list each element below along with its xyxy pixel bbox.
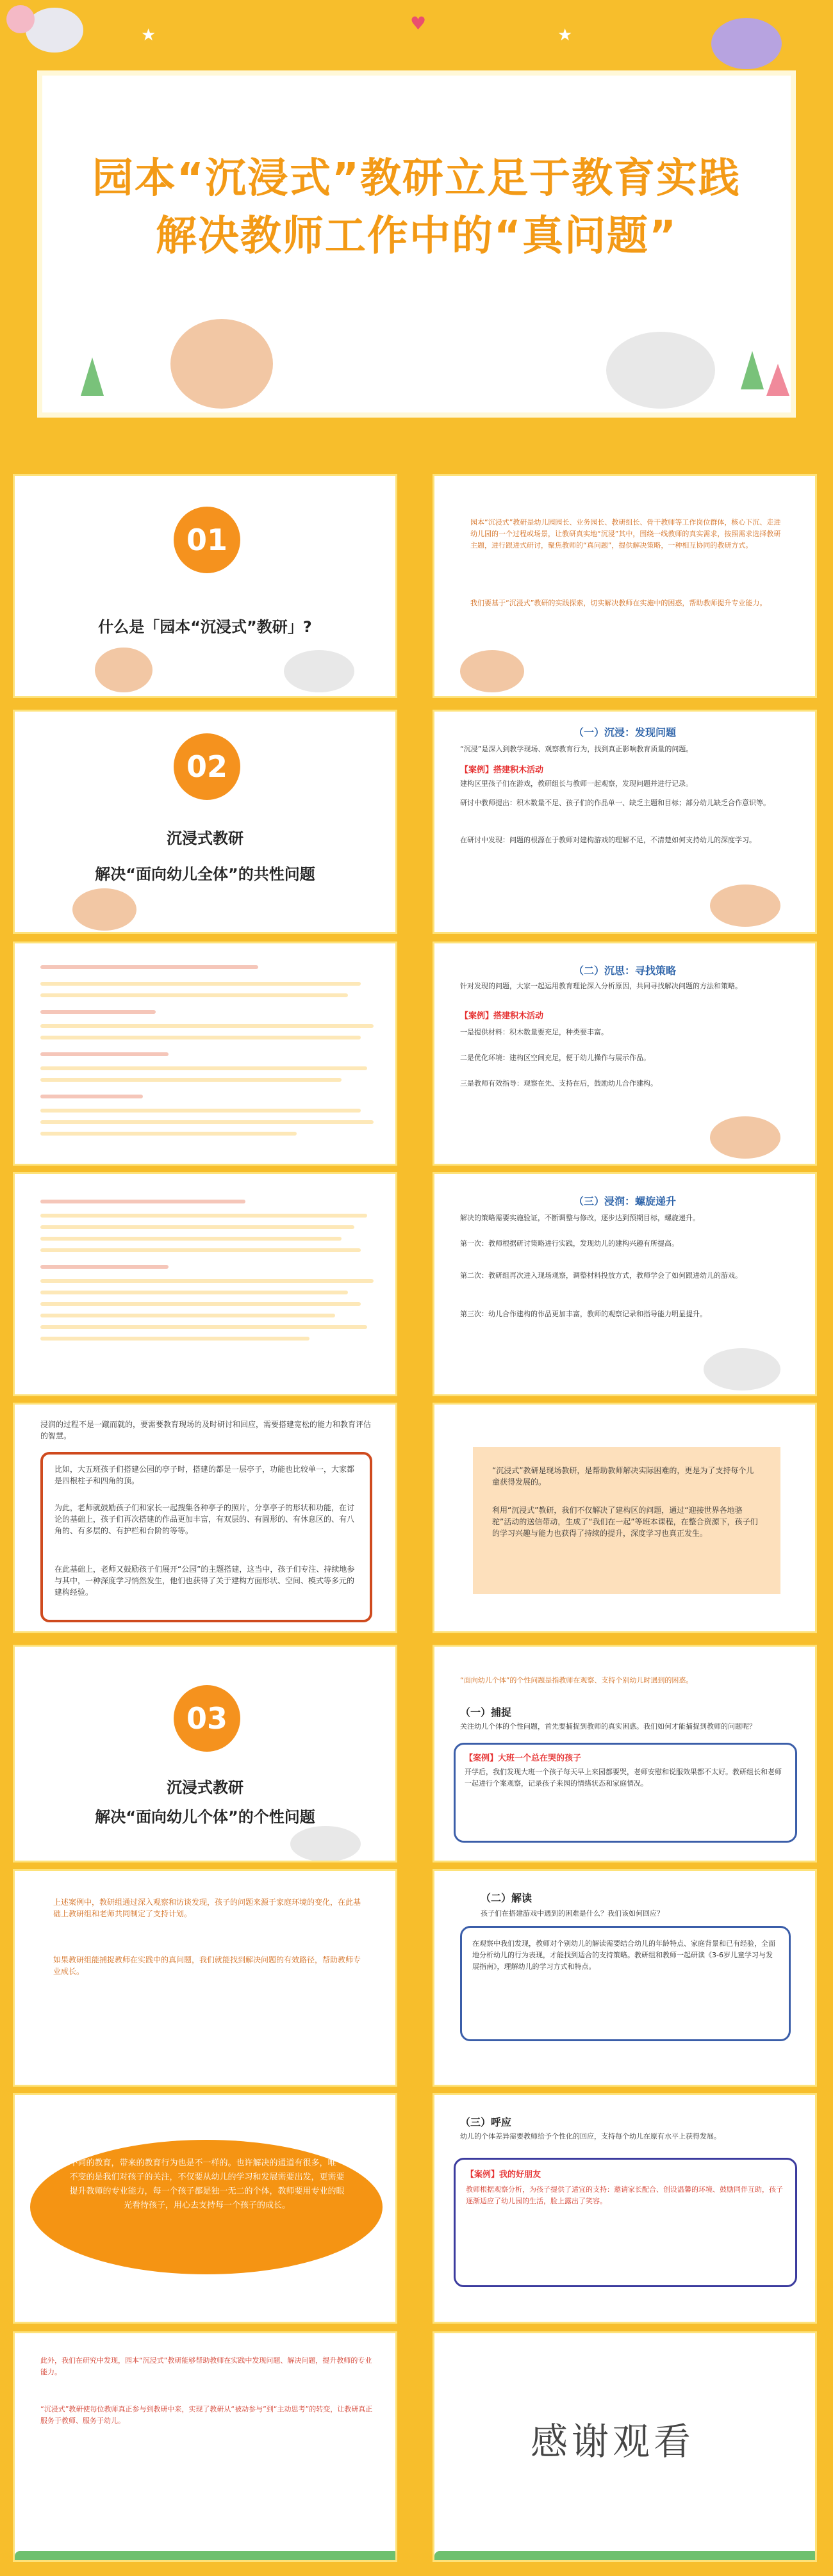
orange-paragraph: 如果教研组能捕捉教师在实践中的真问题，我们就能找到解决问题的有效路径，帮助教师专业成长。 bbox=[53, 1955, 361, 1976]
slide-text-page bbox=[13, 942, 397, 1166]
text-line bbox=[40, 1052, 169, 1056]
orange-paragraph: 上述案例中，教研组通过深入观察和访谈发现，孩子的问题来源于家庭环境的变化，在此基础上教研组和老师共同制定了支持计划。 bbox=[53, 1898, 361, 1918]
slide-stage-chensi bbox=[433, 942, 817, 1166]
slide-text-page bbox=[13, 1172, 397, 1396]
stage-heading: （二）解读 bbox=[481, 1892, 532, 1904]
zebra-illustration bbox=[704, 1348, 780, 1390]
text-line bbox=[40, 1010, 156, 1014]
slide-interpret bbox=[433, 1869, 817, 2087]
text-line bbox=[40, 1120, 374, 1124]
stage-body: 研讨中教师提出：积木数量不足、孩子们的作品单一、缺乏主题和目标；部分幼儿缺乏合作意识等。 bbox=[460, 799, 770, 807]
text-line bbox=[40, 1200, 245, 1203]
heart-icon: ♥ bbox=[410, 13, 427, 34]
slide-summary bbox=[433, 1403, 817, 1633]
slide-stage-jinrun bbox=[433, 1172, 817, 1396]
slide-section2-intro bbox=[13, 710, 397, 934]
final-paragraph: 此外，我们在研究中发现，园本“沉浸式”教研能够帮助教师在实践中发现问题、解决问题，提升教师的专业能力。 bbox=[40, 2356, 372, 2376]
text-line bbox=[40, 1078, 342, 1082]
text-line bbox=[40, 1314, 335, 1317]
text-line bbox=[40, 1095, 143, 1098]
section-number-badge: 03 bbox=[174, 1685, 240, 1752]
text-line bbox=[40, 1036, 361, 1039]
example-text: 为此，老师就鼓励孩子们和家长一起搜集各种亭子的照片，分享亭子的形状和功能，在讨论的基础上，孩子们再次搭建的作品更加丰富，有双层的、有圆形的、有休息区的、有八角的、有多层的、有护栏和台阶的等等。 bbox=[54, 1503, 355, 1535]
text-line bbox=[40, 965, 258, 969]
strategy-item: 二是优化环境：建构区空间充足，便于幼儿操作与展示作品。 bbox=[460, 1054, 650, 1062]
text-line bbox=[40, 1291, 348, 1294]
stage-heading: （二）沉思：寻找策略 bbox=[573, 965, 676, 977]
interpret-text: 在观察中我们发现，教师对个别幼儿的解读需要结合幼儿的年龄特点、家庭背景和已有经验，全面地分析幼儿的行为表现，才能找到适合的支持策略。教研组和教师一起研读《3-6岁儿童学习与发展指南》，理解幼儿的学习方式和特点。 bbox=[472, 1939, 775, 1971]
slide-final-text bbox=[13, 2331, 397, 2562]
slide-stage-chenjin bbox=[433, 710, 817, 934]
summary-text: “沉浸式”教研是现场教研，是帮助教师解决实际困难的，更是为了支持每个儿童获得发展的。 bbox=[492, 1466, 754, 1487]
slide-respond bbox=[433, 2093, 817, 2324]
final-paragraph: “沉浸式”教研使每位教师真正参与到教研中来，实现了教研从“被动参与”到“主动思考”的转变，让教研真正服务于教师、服务于幼儿。 bbox=[40, 2405, 373, 2425]
children-illustration bbox=[710, 1116, 780, 1159]
respond-intro: 幼儿的个体差异需要教师给予个性化的回应，支持每个幼儿在原有水平上获得发展。 bbox=[460, 2132, 721, 2140]
strategy-item: 一是提供材料：积木数量要充足，种类要丰富。 bbox=[460, 1028, 608, 1036]
closing-oval-text: 不同的教育，带来的教育行为也是不一样的。也许解决的通道有很多，唯一不变的是我们对孩子的关注，不仅要从幼儿的学习和发展需要出发，更需要提升教师的专业能力，每一个孩子都是独一无二的个体，教师要用专业的眼光看待孩子，用心去支持每一个孩子的成长。 bbox=[69, 2158, 345, 2210]
cover-card bbox=[37, 70, 796, 418]
case-label: 【案例】我的好朋友 bbox=[466, 2170, 541, 2180]
text-line bbox=[40, 1265, 169, 1269]
text-line bbox=[40, 993, 348, 997]
stage-heading: （一）沉浸：发现问题 bbox=[573, 726, 676, 738]
grass-decoration bbox=[15, 2551, 397, 2561]
text-line bbox=[40, 1225, 354, 1229]
section2-title: 沉浸式教研 bbox=[167, 829, 243, 847]
example-text: 比如，大五班孩子们搭建公园的亭子时，搭建的都是一层亭子，功能也比较单一，大家都是四根柱子和四角的顶。 bbox=[54, 1465, 355, 1485]
summary-panel bbox=[473, 1447, 780, 1594]
slide-section1-intro bbox=[13, 474, 397, 698]
example-box bbox=[40, 1452, 372, 1622]
slide-capture bbox=[433, 1645, 817, 1863]
star-icon: ★ bbox=[141, 26, 156, 45]
elephant-decoration bbox=[711, 18, 782, 69]
tree-decoration bbox=[766, 364, 789, 396]
grass-decoration bbox=[434, 2551, 817, 2561]
slide-reflection bbox=[13, 1403, 397, 1633]
definition-text: 我们要基于“沉浸式”教研的实践探索，切实解决教师在实施中的困惑，帮助教师提升专业能力。 bbox=[470, 599, 767, 607]
case-text: 开学后，我们发现大班一个孩子每天早上来园都要哭，老师安慰和说服效果都不太好。教研组长和老师一起进行个案观察，记录孩子来园的情绪状态和家庭情况。 bbox=[465, 1768, 782, 1788]
closing-oval bbox=[30, 2140, 383, 2274]
example-text: 在此基础上，老师又鼓励孩子们展开“公园”的主题搭建，这当中，孩子们专注、持续地参与其中，一种深度学习悄然发生，他们也获得了关于建构方面形状、空间、模式等多元的建构经验。 bbox=[54, 1565, 355, 1597]
slide-closing-oval bbox=[13, 2093, 397, 2324]
text-line bbox=[40, 1337, 309, 1341]
stage-intro: 针对发现的问题，大家一起运用教育理论深入分析原因，共同寻找解决问题的方法和策略。 bbox=[460, 982, 742, 990]
text-line bbox=[40, 1024, 374, 1028]
text-line bbox=[40, 1132, 297, 1136]
text-line bbox=[40, 1109, 361, 1113]
stage-body: 在研讨中发现：问题的根源在于教师对建构游戏的理解不足，不清楚如何支持幼儿的深度学习。 bbox=[460, 836, 756, 844]
iteration-item: 第二次：教研组再次进入现场观察，调整材料投放方式，教师学会了如何跟进幼儿的游戏。 bbox=[460, 1271, 742, 1280]
respond-text: 教师根据观察分析，为孩子提供了适宜的支持：邀请家长配合、创设温馨的环境、鼓励同伴互助，孩子逐渐适应了幼儿园的生活，脸上露出了笑容。 bbox=[466, 2185, 783, 2205]
interpret-question: 孩子们在搭建游戏中遇到的困难是什么？我们该如何回应？ bbox=[481, 1909, 664, 1918]
case-label: 【案例】大班一个总在哭的孩子 bbox=[465, 1754, 582, 1763]
slide-section1-definition bbox=[433, 474, 817, 698]
text-line bbox=[40, 1248, 361, 1252]
stage-body: 建构区里孩子们在游戏，教研组长与教师一起观察，发现问题并进行记录。 bbox=[460, 779, 693, 788]
text-line bbox=[40, 1066, 367, 1070]
stage-heading: （三）呼应 bbox=[460, 2116, 512, 2128]
zebra-illustration bbox=[606, 332, 715, 409]
iteration-item: 第一次：教师根据研讨策略进行实践，发现幼儿的建构兴趣有所提高。 bbox=[460, 1239, 679, 1248]
respond-box bbox=[454, 2158, 797, 2287]
cover-title-line1: 园本“沉浸式”教研立足于教育实践 bbox=[92, 155, 741, 202]
capture-question: 关注幼儿个体的个性问题，首先要捕捉到教师的真实困惑。我们如何才能捕捉到教师的问题呢？ bbox=[460, 1722, 756, 1731]
case-box bbox=[454, 1743, 797, 1843]
stage-heading: （一）捕捉 bbox=[460, 1706, 512, 1718]
children-illustration bbox=[460, 650, 524, 692]
text-line bbox=[40, 1325, 367, 1329]
stage-intro: 解决的策略需要实施验证，不断调整与修改，逐步达到预期目标，螺旋递升。 bbox=[460, 1214, 700, 1222]
text-line bbox=[40, 1302, 361, 1306]
section3-title: 沉浸式教研 bbox=[167, 1779, 243, 1797]
zebra-illustration bbox=[284, 650, 354, 692]
text-line bbox=[40, 1214, 367, 1218]
slide-orange-text bbox=[13, 1869, 397, 2087]
zebra-illustration bbox=[290, 1826, 361, 1862]
mouse-decoration bbox=[26, 8, 83, 53]
section1-question: 什么是「园本“沉浸式”教研」? bbox=[98, 618, 312, 636]
stage-heading: （三）浸润：螺旋递升 bbox=[573, 1195, 676, 1207]
tree-decoration bbox=[81, 357, 104, 396]
definition-text: 园本“沉浸式”教研是幼儿园园长、业务园长、教研组长、骨干教师等工作岗位群体，核心下沉、走进幼儿园的一个过程或场景，让教研真实地“沉浸”其中，围绕一线教师的真实需求，按照需求选择教研主题，进行跟进式研讨，聚焦教师的“真问题”，提供解决策略，一种相互协同的教研方式。 bbox=[470, 518, 781, 550]
star-icon: ★ bbox=[557, 26, 573, 45]
cover-slide bbox=[0, 0, 833, 468]
interpret-box bbox=[460, 1926, 791, 2041]
section2-subtitle: 解决“面向幼儿全体”的共性问题 bbox=[95, 865, 315, 883]
children-illustration bbox=[710, 884, 780, 927]
section-number-badge: 01 bbox=[174, 507, 240, 573]
thanks-text: 感谢观看 bbox=[531, 2420, 695, 2463]
reflection-intro: 浸润的过程不是一蹴而就的，要需要教育现场的及时研讨和回应，需要搭建宽松的能力和教育评估的智慧。 bbox=[40, 1420, 372, 1440]
strategy-item: 三是教师有效指导：观察在先、支持在后，鼓励幼儿合作建构。 bbox=[460, 1079, 657, 1088]
tree-decoration bbox=[741, 351, 764, 389]
case-label: 【案例】搭建积木活动 bbox=[460, 765, 544, 775]
case-label: 【案例】搭建积木活动 bbox=[460, 1011, 544, 1021]
text-line bbox=[40, 1279, 374, 1283]
section3-intro: “面向幼儿个体”的个性问题是指教师在观察、支持个别幼儿时遇到的困惑。 bbox=[460, 1676, 693, 1684]
children-illustration bbox=[170, 319, 273, 409]
section-number-badge: 02 bbox=[174, 733, 240, 800]
text-line bbox=[40, 982, 361, 986]
slide-thanks bbox=[433, 2331, 817, 2562]
mouse-ear-decoration bbox=[6, 5, 35, 33]
text-line bbox=[40, 1237, 342, 1241]
section3-subtitle: 解决“面向幼儿个体”的个性问题 bbox=[95, 1808, 315, 1826]
slide-section3-intro bbox=[13, 1645, 397, 1863]
stage-subheading: “沉浸”是深入到教学现场、观察教育行为，找到真正影响教育质量的问题。 bbox=[460, 745, 693, 753]
summary-text: 利用“沉浸式”教研，我们不仅解决了建构区的问题，通过“迎接世界各地骆驼”活动的送信带动，生成了“我们在一起”等班本课程，在整合资源下，孩子们的学习兴趣与能力也获得了持续的提升，深度学习也真正发生。 bbox=[492, 1506, 758, 1538]
iteration-item: 第三次：幼儿合作建构的作品更加丰富，教师的观察记录和指导能力明显提升。 bbox=[460, 1310, 707, 1318]
children-illustration bbox=[72, 888, 136, 931]
cover-title-line2: 解决教师工作中的“真问题” bbox=[155, 213, 678, 260]
children-illustration bbox=[95, 648, 153, 692]
